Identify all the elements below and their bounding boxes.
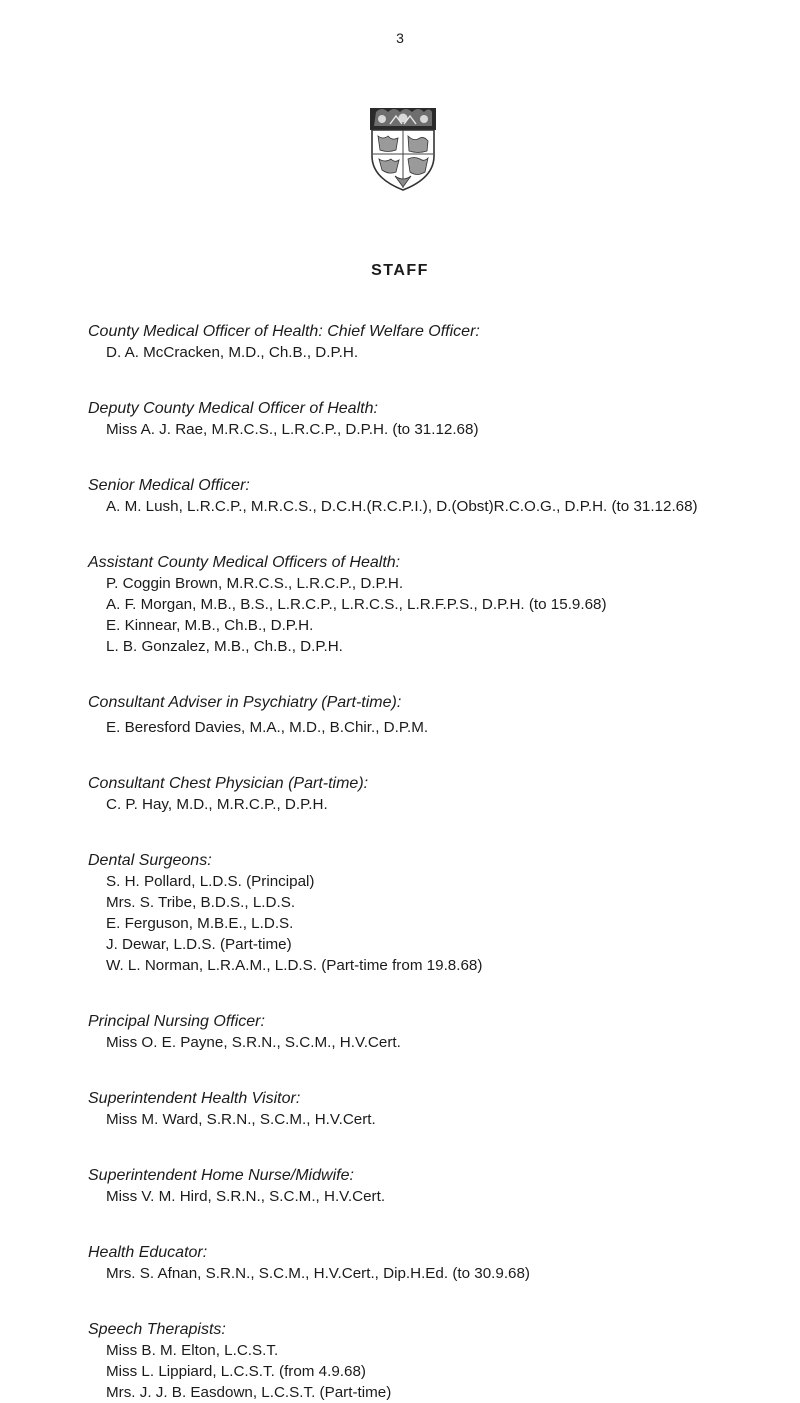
- section-title: Consultant Adviser in Psychiatry (Part-time):: [88, 694, 402, 711]
- staff-entry: Miss B. M. Elton, L.C.S.T.: [106, 1342, 279, 1359]
- section-health-educator: [88, 1242, 788, 1284]
- section-consultant-adviser-psychiatry: [88, 692, 788, 738]
- staff-entry: E. Beresford Davies, M.A., M.D., B.Chir., D.P.M.: [106, 719, 429, 736]
- section-principal-nursing-officer: [88, 1011, 788, 1053]
- staff-entry: A. M. Lush, L.R.C.P., M.R.C.S., D.C.H.(R.C.P.I.), D.(Obst)R.C.O.G., D.P.H. (to 31.12.68): [106, 498, 698, 515]
- section-title: Dental Surgeons:: [88, 852, 212, 869]
- staff-entry: C. P. Hay, M.D., M.R.C.P., D.P.H.: [106, 796, 328, 813]
- staff-entry: Mrs. J. J. B. Easdown, L.C.S.T. (Part-time): [106, 1384, 392, 1401]
- section-title: Senior Medical Officer:: [88, 477, 250, 494]
- section-title: Consultant Chest Physician (Part-time):: [88, 775, 369, 792]
- staff-entry: Miss O. E. Payne, S.R.N., S.C.M., H.V.Cert.: [106, 1034, 401, 1051]
- section-title: Superintendent Health Visitor:: [88, 1090, 301, 1107]
- staff-entry: Mrs. S. Tribe, B.D.S., L.D.S.: [106, 894, 296, 911]
- section-consultant-chest-physician: [88, 773, 788, 815]
- staff-entry: Miss M. Ward, S.R.N., S.C.M., H.V.Cert.: [106, 1111, 376, 1128]
- section-county-medical-officer: [88, 321, 788, 363]
- staff-entry: A. F. Morgan, M.B., B.S., L.R.C.P., L.R.C.S., L.R.F.P.S., D.P.H. (to 15.9.68): [106, 596, 607, 613]
- page-title: STAFF: [371, 262, 429, 279]
- section-assistant-county-medical-officers: [88, 552, 788, 657]
- page-number: 3: [396, 30, 404, 46]
- staff-entry: Mrs. S. Afnan, S.R.N., S.C.M., H.V.Cert., Dip.H.Ed. (to 30.9.68): [106, 1265, 530, 1282]
- section-title: Health Educator:: [88, 1244, 208, 1261]
- section-superintendent-health-visitor: [88, 1088, 788, 1130]
- staff-entry: J. Dewar, L.D.S. (Part-time): [106, 936, 292, 953]
- section-senior-medical-officer: [88, 475, 788, 517]
- section-title: Deputy County Medical Officer of Health:: [88, 400, 378, 417]
- staff-entry: Miss L. Lippiard, L.C.S.T. (from 4.9.68): [106, 1363, 366, 1380]
- section-title: County Medical Officer of Health: Chief Welfare Officer:: [88, 323, 480, 340]
- staff-entry: E. Ferguson, M.B.E., L.D.S.: [106, 915, 294, 932]
- staff-entry: P. Coggin Brown, M.R.C.S., L.R.C.P., D.P.H.: [106, 575, 404, 592]
- section-dental-surgeons: [88, 850, 788, 976]
- staff-list: [88, 321, 788, 1403]
- section-title: Assistant County Medical Officers of Health:: [88, 554, 401, 571]
- section-speech-therapists: [88, 1319, 788, 1403]
- section-title: Speech Therapists:: [88, 1321, 226, 1338]
- staff-entry: W. L. Norman, L.R.A.M., L.D.S. (Part-time from 19.8.68): [106, 957, 483, 974]
- staff-entry: D. A. McCracken, M.D., Ch.B., D.P.H.: [106, 344, 359, 361]
- county-crest-emblem: [368, 104, 438, 192]
- staff-entry: S. H. Pollard, L.D.S. (Principal): [106, 873, 315, 890]
- staff-entry: Miss A. J. Rae, M.R.C.S., L.R.C.P., D.P.H. (to 31.12.68): [106, 421, 479, 438]
- staff-entry: Miss V. M. Hird, S.R.N., S.C.M., H.V.Cert.: [106, 1188, 386, 1205]
- section-title: Superintendent Home Nurse/Midwife:: [88, 1167, 354, 1184]
- staff-entry: L. B. Gonzalez, M.B., Ch.B., D.P.H.: [106, 638, 343, 655]
- section-deputy-county-medical-officer: [88, 398, 788, 440]
- section-superintendent-home-nurse-midwife: [88, 1165, 788, 1207]
- section-title: Principal Nursing Officer:: [88, 1013, 265, 1030]
- staff-entry: E. Kinnear, M.B., Ch.B., D.P.H.: [106, 617, 314, 634]
